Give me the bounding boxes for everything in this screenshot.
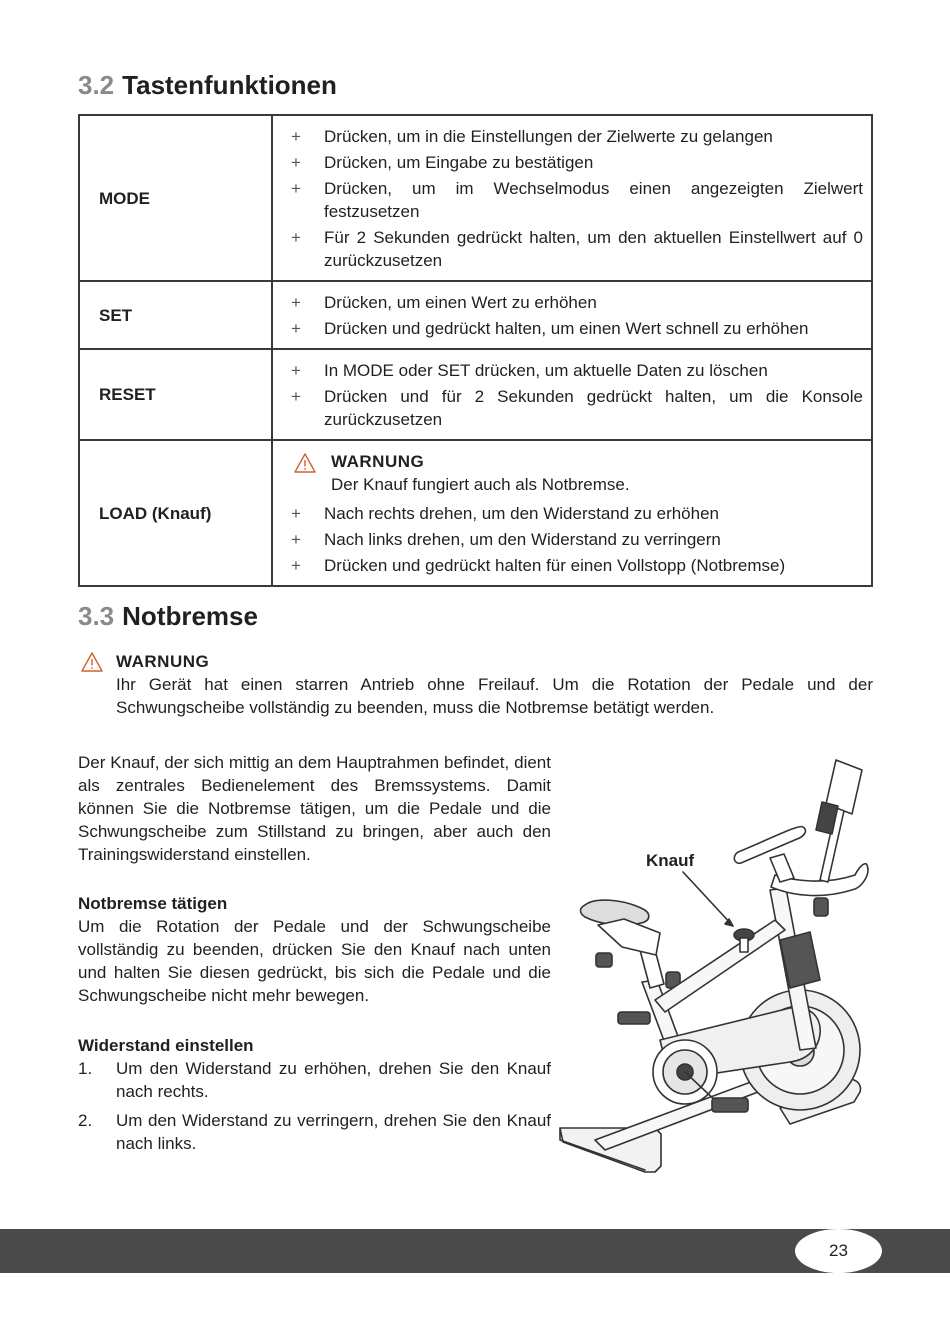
section-number: 3.2 [78, 70, 115, 100]
button-functions-table [78, 114, 873, 587]
warning-text: Ihr Gerät hat einen starren Antrieb ohne Freilauf. Um die Rotation der Pedale und der Schwungscheibe vollständig zu beenden, muss die Notbremse betätigt werden. [116, 675, 873, 717]
section-number: 3.3 [78, 601, 115, 631]
warning-title: WARNUNG [331, 452, 425, 471]
list-item: + Nach rechts drehen, um den Widerstand zu erhöhen [291, 502, 863, 525]
key-description [272, 349, 872, 440]
function-list [291, 125, 863, 272]
list-item: + Drücken, um Eingabe zu bestätigen [291, 151, 863, 174]
list-item [78, 1109, 551, 1155]
list-item: + Drücken, um einen Wert zu erhöhen [291, 291, 863, 314]
warning-title: WARNUNG [116, 652, 210, 671]
notbremse-section [78, 892, 551, 1007]
list-item [78, 1057, 551, 1103]
page-number: 23 [795, 1229, 882, 1273]
function-list [291, 291, 863, 340]
list-item: + Drücken, um im Wechselmodus einen angezeigten Zielwert festzusetzen [291, 177, 863, 223]
subheading: Notbremse tätigen [78, 894, 228, 913]
section-heading: Tastenfunktionen [122, 70, 337, 100]
exercise-bike-illustration [553, 752, 883, 1192]
function-list [291, 359, 863, 431]
subheading: Widerstand einstellen [78, 1036, 254, 1055]
inline-warning [291, 450, 863, 496]
key-mode: MODE [79, 115, 272, 281]
table-row [79, 281, 872, 349]
section-heading: Notbremse [122, 601, 258, 631]
table-row [79, 440, 872, 586]
step-number: 2. [78, 1111, 93, 1130]
figure-label: Knauf [646, 851, 695, 870]
key-description [272, 115, 872, 281]
warning-icon [294, 453, 316, 473]
key-load: LOAD (Knauf) [79, 440, 272, 586]
section-title-3-2 [78, 70, 337, 100]
warning-block [78, 650, 873, 719]
intro-paragraph: Der Knauf, der sich mittig an dem Hauptrahmen befindet, dient als zentrales Bedienelement des Bremssystems. Damit können Sie die Notbremse tätigen, um die Pedale und die Schwungscheibe zum Stillstand zu bringen, aber auch den Trainingswiderstand einstellen. [78, 753, 551, 864]
widerstand-section [78, 1034, 551, 1161]
key-reset: RESET [79, 349, 272, 440]
table-row [79, 349, 872, 440]
list-item: + Drücken, um in die Einstellungen der Zielwerte zu gelangen [291, 125, 863, 148]
list-item: + Drücken und gedrückt halten für einen Vollstopp (Notbremse) [291, 554, 863, 577]
warning-text: Der Knauf fungiert auch als Notbremse. [331, 475, 630, 494]
key-description [272, 440, 872, 586]
list-item: + Drücken und gedrückt halten, um einen Wert schnell zu erhöhen [291, 317, 863, 340]
table-row [79, 115, 872, 281]
list-item: + Drücken und für 2 Sekunden gedrückt halten, um die Konsole zurückzusetzen [291, 385, 863, 431]
warning-icon [81, 652, 103, 672]
function-list [291, 502, 863, 577]
step-text: Um den Widerstand zu verringern, drehen Sie den Knauf nach links. [116, 1111, 551, 1153]
step-text: Um den Widerstand zu erhöhen, drehen Sie den Knauf nach rechts. [116, 1059, 551, 1101]
steps-list [78, 1057, 551, 1155]
key-description [272, 281, 872, 349]
paragraph: Um die Rotation der Pedale und der Schwungscheibe vollständig zu beenden, drücken Sie den Knauf nach unten und halten Sie diesen gedrückt, bis sich die Pedale und die Schwungscheibe nicht mehr bewegen. [78, 917, 551, 1005]
step-number: 1. [78, 1059, 93, 1078]
list-item: + In MODE oder SET drücken, um aktuelle Daten zu löschen [291, 359, 863, 382]
list-item: + Nach links drehen, um den Widerstand zu verringern [291, 528, 863, 551]
list-item: + Für 2 Sekunden gedrückt halten, um den aktuellen Einstellwert auf 0 zurückzusetzen [291, 226, 863, 272]
section-title-3-3 [78, 601, 258, 631]
key-set: SET [79, 281, 272, 349]
